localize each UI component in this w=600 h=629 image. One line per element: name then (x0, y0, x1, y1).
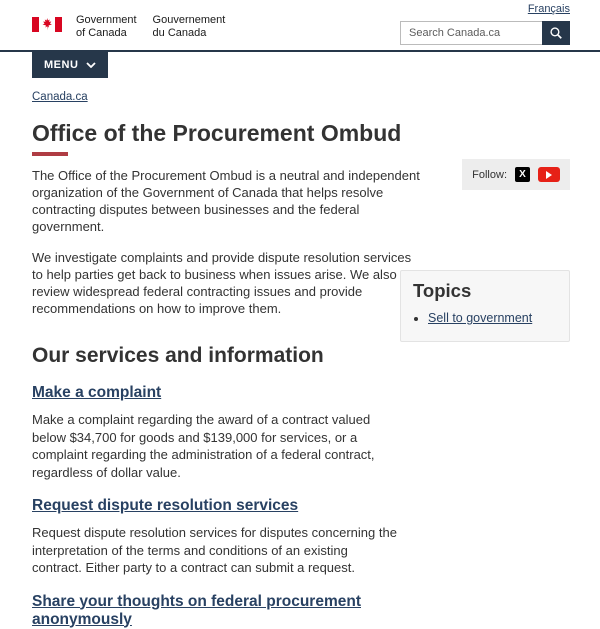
service-item-dispute-resolution (32, 481, 400, 577)
goc-signature[interactable] (32, 14, 225, 40)
topics-heading: Topics (413, 280, 472, 301)
search-button[interactable] (542, 21, 570, 45)
language-toggle-link[interactable]: Français (527, 3, 570, 15)
list-item (428, 311, 557, 325)
service-item-make-a-complaint (32, 368, 400, 481)
search-icon (549, 26, 563, 40)
canada-flag-icon (32, 17, 62, 32)
goc-wordmark (76, 14, 225, 40)
goc-wordmark-fr: Gouvernement du Canada (152, 14, 226, 39)
service-item-share-thoughts (32, 577, 400, 629)
chevron-down-icon (86, 62, 96, 68)
goc-wordmark-en: Government of Canada (76, 14, 137, 39)
site-search (400, 21, 570, 45)
follow-box (462, 159, 570, 190)
youtube-icon[interactable] (538, 167, 560, 182)
page-title: Office of the Procurement Ombud (32, 120, 600, 156)
service-link-dispute-resolution[interactable]: Request dispute resolution services (32, 497, 299, 514)
menu-button[interactable] (32, 52, 108, 78)
intro-paragraph-1: The Office of the Procurement Ombud is a neutral and independent organization of the Government of Canada that helps resolve contracting disputes between businesses and the federal government. (32, 168, 420, 234)
topics-panel (400, 270, 570, 342)
main-content (0, 120, 600, 629)
menu-bar (0, 52, 600, 78)
play-triangle-icon (546, 171, 552, 179)
topics-list (428, 311, 557, 325)
search-input[interactable] (400, 21, 542, 45)
breadcrumb-link-canada[interactable]: Canada.ca (32, 91, 88, 103)
service-description: Request dispute resolution services for disputes concerning the interpretation of the terms and conditions of an existing contract. Either party to a contract can submit a request. (32, 525, 397, 575)
intro-paragraph-2: We investigate complaints and provide dispute resolution services to help parties get back to business when issues arise. We also review widespread federal contracting issues and provide recommendations on how to improve them. (32, 250, 412, 316)
service-description: Make a complaint regarding the award of a contract valued below $34,700 for goods and $139,000 for services, or a complaint regarding the administration of a federal contract, regardless of dollar value. (32, 412, 375, 480)
menu-label: MENU (44, 59, 79, 71)
service-link-make-a-complaint[interactable]: Make a complaint (32, 384, 162, 401)
topics-link-sell-to-government[interactable]: Sell to government (428, 311, 533, 325)
follow-label: Follow: (472, 168, 507, 181)
services-heading: Our services and information (32, 344, 324, 367)
site-header (0, 0, 600, 52)
breadcrumb (32, 91, 570, 103)
service-link-share-thoughts[interactable]: Share your thoughts on federal procurement anonymously (32, 592, 361, 628)
x-twitter-icon[interactable]: X (515, 167, 530, 182)
